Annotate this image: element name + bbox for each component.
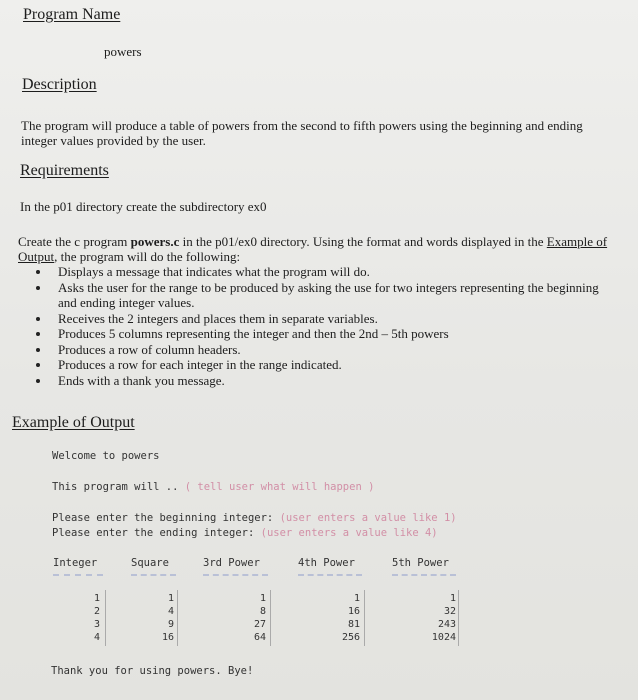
- cell: 32: [443, 606, 456, 617]
- column-integer: [80, 592, 100, 644]
- bullet-icon: [36, 270, 40, 274]
- cell: 2: [93, 606, 100, 617]
- cell: 243: [437, 619, 456, 630]
- header-4th-power: 4th Power: [298, 557, 355, 569]
- header-3rd-power: 3rd Power: [203, 557, 260, 569]
- prompt-begin-hint: (user enters a value like 1): [279, 512, 457, 524]
- column-4th-power: [326, 592, 360, 644]
- bullet-icon: [36, 348, 40, 352]
- example-of-output-reference: Example of Output: [18, 234, 608, 264]
- description-heading: Description: [22, 76, 97, 93]
- program-name-heading: Program Name: [23, 6, 121, 23]
- requirement-item: Displays a message that indicates what the program will do.: [36, 264, 601, 280]
- column-square: [150, 592, 174, 644]
- create-mid: in the p01/ex0 directory. Using the format and words displayed in the: [179, 234, 547, 249]
- bullet-icon: [36, 379, 40, 383]
- column-divider: [364, 590, 365, 646]
- header-underline: [298, 574, 362, 576]
- column-divider: [177, 590, 178, 646]
- requirement-item: Receives the 2 integers and places them in separate variables.: [36, 311, 601, 327]
- requirement-item: Asks the user for the range to be produced by asking the use for two integers representing the beginning and ending integer values.: [36, 280, 601, 311]
- cell: 27: [253, 619, 266, 630]
- header-underline: [203, 574, 268, 576]
- header-integer: Integer: [53, 557, 98, 569]
- cell: 16: [347, 606, 360, 617]
- output-intro: This program will .. ( tell user what will happen ): [52, 481, 375, 493]
- create-suffix: , the program will do the following:: [54, 249, 241, 264]
- cell: 1: [259, 593, 266, 604]
- column-divider: [105, 590, 106, 646]
- requirement-item: Produces a row of column headers.: [36, 342, 601, 358]
- bullet-icon: [36, 286, 40, 290]
- cell: 3: [93, 619, 100, 630]
- bullet-icon: [36, 332, 40, 336]
- requirement-item: Produces a row for each integer in the range indicated.: [36, 357, 601, 373]
- requirements-heading: Requirements: [20, 162, 109, 179]
- column-divider: [270, 590, 271, 646]
- column-3rd-power: [238, 592, 266, 644]
- cell: 256: [341, 632, 360, 643]
- cell: 9: [167, 619, 174, 630]
- cell: 1024: [431, 632, 456, 643]
- cell: 64: [253, 632, 266, 643]
- cell: 1: [93, 593, 100, 604]
- bullet-icon: [36, 363, 40, 367]
- output-welcome: Welcome to powers: [52, 450, 160, 462]
- column-divider: [458, 590, 459, 646]
- column-5th-power: [418, 592, 456, 644]
- prompt-end-hint: (user enters a value like 4): [260, 527, 438, 539]
- cell: 1: [353, 593, 360, 604]
- bullet-icon: [36, 317, 40, 321]
- cell: 4: [167, 606, 174, 617]
- header-underline: [131, 574, 176, 576]
- create-prefix: Create the c program: [18, 234, 131, 249]
- example-heading: Example of Output: [12, 414, 135, 431]
- cell: 1: [167, 593, 174, 604]
- requirements-line1: In the p01 directory create the subdirectory ex0: [20, 199, 267, 214]
- description-text: The program will produce a table of powers from the second to fifth powers using the beginning and ending integer values provided by the user.: [21, 118, 583, 148]
- requirements-list: [36, 264, 601, 388]
- requirement-item: Ends with a thank you message.: [36, 373, 601, 389]
- create-file: powers.c: [130, 234, 180, 249]
- header-underline: [392, 574, 456, 576]
- create-program-paragraph: [18, 234, 608, 264]
- intro-hint: ( tell user what will happen ): [184, 481, 375, 493]
- cell: 4: [93, 632, 100, 643]
- header-square: Square: [131, 557, 169, 569]
- cell: 1: [449, 593, 456, 604]
- cell: 81: [347, 619, 360, 630]
- header-underline: [53, 574, 103, 576]
- header-5th-power: 5th Power: [392, 557, 449, 569]
- program-name-value: powers: [104, 44, 142, 59]
- cell: 16: [161, 632, 174, 643]
- output-prompt-begin: Please enter the beginning integer: (user enters a value like 1): [52, 512, 457, 524]
- output-prompt-end: Please enter the ending integer: (user enters a value like 4): [52, 527, 438, 539]
- output-goodbye: Thank you for using powers. Bye!: [51, 665, 254, 677]
- requirement-item: Produces 5 columns representing the integer and then the 2nd – 5th powers: [36, 326, 601, 342]
- cell: 8: [259, 606, 266, 617]
